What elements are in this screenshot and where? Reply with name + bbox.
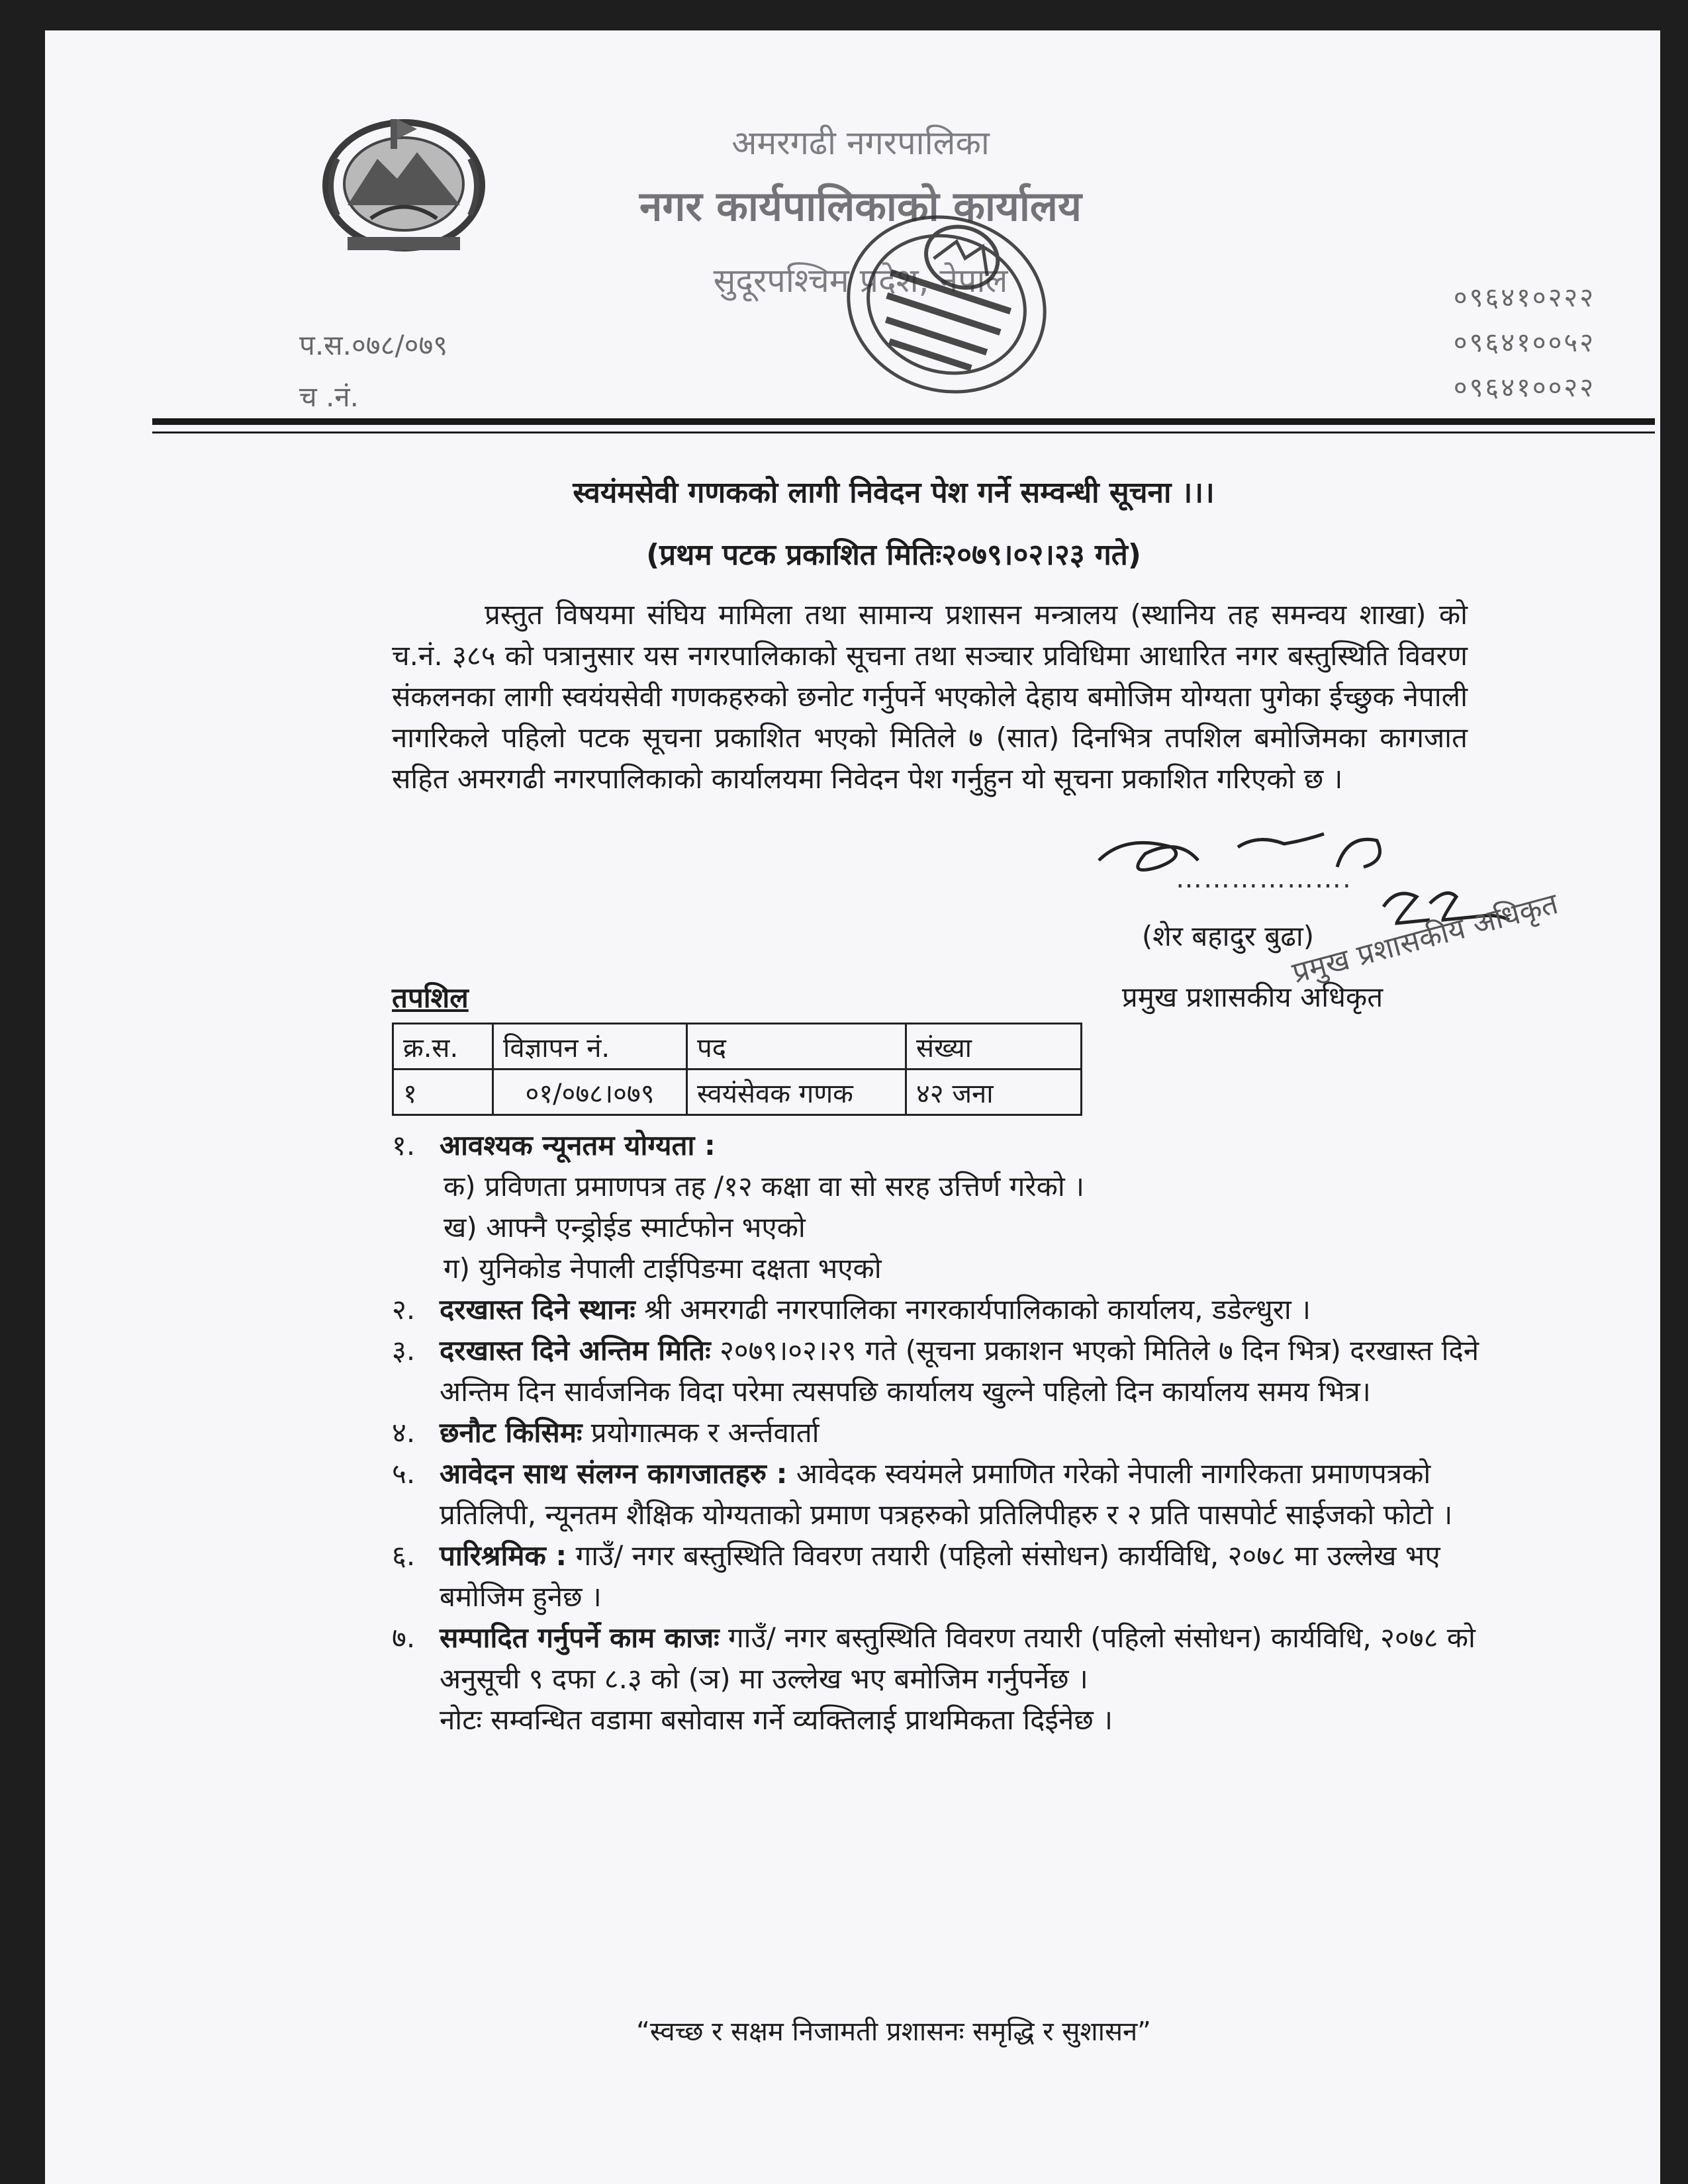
subitem-letter: क) xyxy=(444,1170,476,1203)
list-subitem xyxy=(392,1207,1517,1248)
subitem-letter: ख) xyxy=(444,1211,477,1244)
item-heading: आवश्यक न्यूनतम योग्यता : xyxy=(440,1129,716,1161)
schedule-table xyxy=(392,1023,1082,1116)
municipality-name: अमरगढी नगरपालिका xyxy=(731,124,990,162)
table-header-cell: क्र.स. xyxy=(393,1024,493,1069)
table-cell: १ xyxy=(393,1069,493,1115)
phone-1: ०९६४१०२२२ xyxy=(1453,283,1595,313)
item-text: गाउँ/ नगर बस्तुस्थिति विवरण तयारी (पहिलो संसोधन) कार्यविधि, २०७८ मा उल्लेख भए बमोजिम हुनेछ । xyxy=(440,1539,1440,1613)
table-cell: ०१/०७८।०७९ xyxy=(493,1069,687,1115)
notice-body: प्रस्तुत विषयमा संघिय मामिला तथा सामान्य प्रशासन मन्त्रालय (स्थानिय तह समन्वय शाखा) को च.नं. ३८५ को पत्रानुसार यस नगरपालिकाको सूचना तथा सञ्चार प्रविधिमा आधारित नगर बस्तुस्थिति विवरण संकलनका लागी स्वयंयसेवी गणकहरुको छनोट गर्नुपर्ने भएकोले देहाय बमोजिम योग्यता पुगेका ईच्छुक नेपाली नागरिकले पहिलो पटक सूचना प्रकाशित भएको मितिले ७ (सात) दिनभित्र तपशिल बमोजिमका कागजात सहित अमरगढी नगरपालिकाको कार्यालयमा निवेदन पेश गर्नुहुन यो सूचना प्रकाशित गरिएको छ । xyxy=(392,598,1468,795)
subitem-text: आफ्नै एन्ड्रोईड स्मार्टफोन भएको xyxy=(486,1211,806,1244)
subitem-text: प्रविणता प्रमाणपत्र तह /१२ कक्षा वा सो सरह उत्तिर्ण गरेको । xyxy=(485,1170,1084,1203)
subitem-letter: ग) xyxy=(444,1252,471,1285)
header-rule xyxy=(152,418,1655,425)
footer-motto: “स्वच्छ र सक्षम निजामती प्रशासनः समृद्धि र सुशासन” xyxy=(636,2017,1151,2047)
table-header-row xyxy=(393,1024,1082,1069)
nepal-emblem-icon xyxy=(311,106,496,265)
signatory-name: (शेर बहादुर बुढा) xyxy=(1141,920,1315,952)
phone-3: ०९६४१००२२ xyxy=(1453,373,1595,403)
item-text: आवेदक स्वयंमले प्रमाणित गरेको नेपाली नागरिकता प्रमाणपत्रको प्रतिलिपी, न्यूनतम शैक्षिक योग्यताको प्रमाण पत्रहरुको प्रतिलिपीहरु र २ प्रति पासपोर्ट साईजको फोटो । xyxy=(440,1457,1453,1531)
item-number: २. xyxy=(392,1293,416,1326)
list-item xyxy=(392,1412,1517,1453)
item-text: श्री अमरगढी नगरपालिका नगरकार्यपालिकाको कार्यालय, डडेल्धुरा । xyxy=(644,1293,1311,1326)
item-heading: सम्पादित गर्नुपर्ने काम काजः xyxy=(440,1621,720,1654)
item-heading: दरखास्त दिने स्थानः xyxy=(440,1293,635,1326)
schedule-label: तपशिल xyxy=(392,981,469,1014)
item-heading: दरखास्त दिने अन्तिम मितिः xyxy=(440,1334,711,1367)
note xyxy=(392,1700,1517,1741)
item-number: ६. xyxy=(392,1539,416,1572)
list-item xyxy=(392,1535,1517,1617)
requirements-list xyxy=(392,1125,1517,1741)
table-cell: स्वयंसेवक गणक xyxy=(687,1069,906,1115)
dispatch-number: च .नं. xyxy=(299,381,359,413)
table-cell: ४२ जना xyxy=(906,1069,1082,1115)
item-number: ७. xyxy=(392,1621,416,1654)
item-heading: आवेदन साथ संलग्न कागजातहरु : xyxy=(440,1457,788,1490)
notice-title: स्वयंमसेवी गणकको लागी निवेदन पेश गर्ने सम्वन्धी सूचना ।।। xyxy=(573,476,1215,510)
office-address: सुदूरपश्चिम प्रदेश, नेपाल xyxy=(713,261,1008,300)
table-header-cell: विज्ञापन नं. xyxy=(493,1024,687,1069)
office-seal-icon xyxy=(827,192,1066,417)
list-item xyxy=(392,1453,1517,1535)
item-heading: पारिश्रमिक : xyxy=(440,1539,567,1572)
notice-published-date: (प्रथम पटक प्रकाशित मितिः२०७९।०२।२३ गते) xyxy=(646,538,1141,572)
subitem-text: युनिकोड नेपाली टाईपिङमा दक्षता भएको xyxy=(479,1252,882,1285)
item-text: २०७९।०२।२९ गते (सूचना प्रकाशन भएको मितिले ७ दिन भित्र) दरखास्त दिने अन्तिम दिन सार्वजनिक विदा परेमा त्यसपछि कार्यालय खुल्ने पहिलो दिन कार्यालय समय भित्र। xyxy=(440,1334,1479,1408)
note-text: नोटः सम्वन्धित वडामा बसोवास गर्ने व्यक्तिलाई प्राथमिकता दिईनेछ । xyxy=(440,1704,1113,1736)
item-number: ३. xyxy=(392,1334,416,1367)
table-header-cell: संख्या xyxy=(906,1024,1082,1069)
fiscal-year-ref: प.स.०७८/०७९ xyxy=(299,329,448,361)
signature-dots: ………………. xyxy=(1176,864,1352,894)
item-number: ४. xyxy=(392,1416,416,1449)
list-subitem xyxy=(392,1166,1517,1207)
item-text: प्रयोगात्मक र अर्न्तवार्ता xyxy=(590,1416,820,1449)
list-item xyxy=(392,1125,1517,1166)
list-subitem xyxy=(392,1248,1517,1289)
item-number: ५. xyxy=(392,1457,416,1490)
list-item xyxy=(392,1289,1517,1330)
table-header-cell: पद xyxy=(687,1024,906,1069)
item-number: १. xyxy=(392,1129,416,1161)
item-text: गाउँ/ नगर बस्तुस्थिति विवरण तयारी (पहिलो संसोधन) कार्यविधि, २०७८ को अनुसूची ९ दफा ८.३ को (ञ) मा उल्लेख भए बमोजिम गर्नुपर्नेछ । xyxy=(440,1621,1476,1695)
item-heading: छनौट किसिमः xyxy=(440,1416,583,1449)
table-row xyxy=(393,1069,1082,1115)
office-name: नगर कार्यपालिकाको कार्यालय xyxy=(639,182,1082,230)
phone-2: ०९६४१००५२ xyxy=(1453,328,1595,358)
signatory-designation: प्रमुख प्रशासकीय अधिकृत xyxy=(1121,981,1383,1013)
designation-stamp: प्रमुख प्रशासकीय अधिकृत xyxy=(1288,886,1562,991)
header-rule-thin xyxy=(152,432,1655,433)
list-item xyxy=(392,1617,1517,1700)
list-item xyxy=(392,1330,1517,1412)
